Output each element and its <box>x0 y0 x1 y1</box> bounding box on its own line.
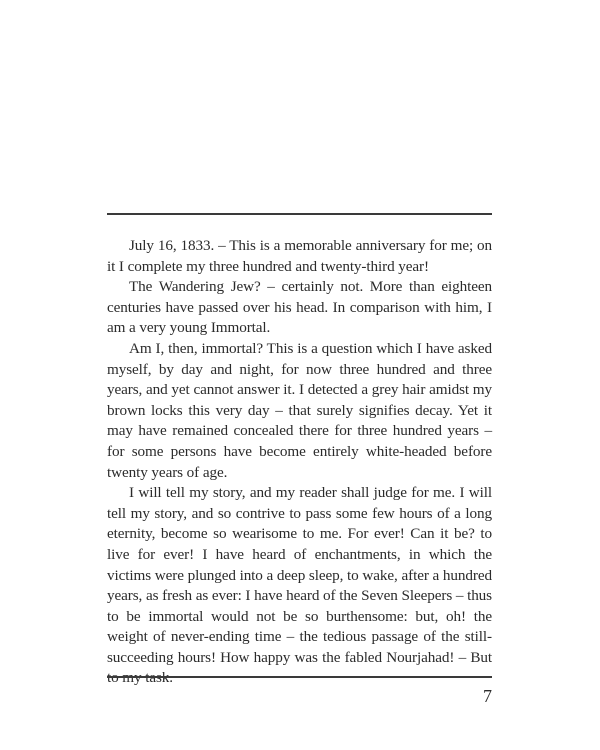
paragraph-3: Am I, then, immortal? This is a question which I have asked myself, by day and night, for now three hundred and three years, and yet cannot answer it. I detected a grey hair amidst my brown locks this very day – that surely signifies decay. Yet it may have remained concealed there for three hundred years – for some persons have become entirely white-headed before twenty years of age. <box>107 339 492 481</box>
bottom-rule <box>107 676 492 678</box>
paragraph-1: July 16, 1833. – This is a memorable anniversary for me; on it I complete my three hundred and twenty-third year! <box>107 237 492 275</box>
body-text <box>107 236 492 689</box>
paragraph-2: The Wandering Jew? – certainly not. More than eighteen centuries have passed over his head. In comparison with him, I am a very young Immortal. <box>107 278 492 337</box>
top-rule <box>107 213 492 215</box>
paragraph-4: I will tell my story, and my reader shall judge for me. I will tell my story, and so contrive to pass some few hours of a long eternity, become so wearisome to me. For ever! Can it be? to live for ever! I have heard of enchantments, in which the victims were plunged into a deep sleep, to wake, after a hundred years, as fresh as ever: I have heard of the Seven Sleepers – thus to be immortal would not be so burthensome: but, oh! the weight of never-ending time – the tedious passage of the still-succeeding hours! How happy was the fabled Nourjahad! – But to my task. <box>107 484 492 687</box>
page-number: 7 <box>483 686 492 706</box>
